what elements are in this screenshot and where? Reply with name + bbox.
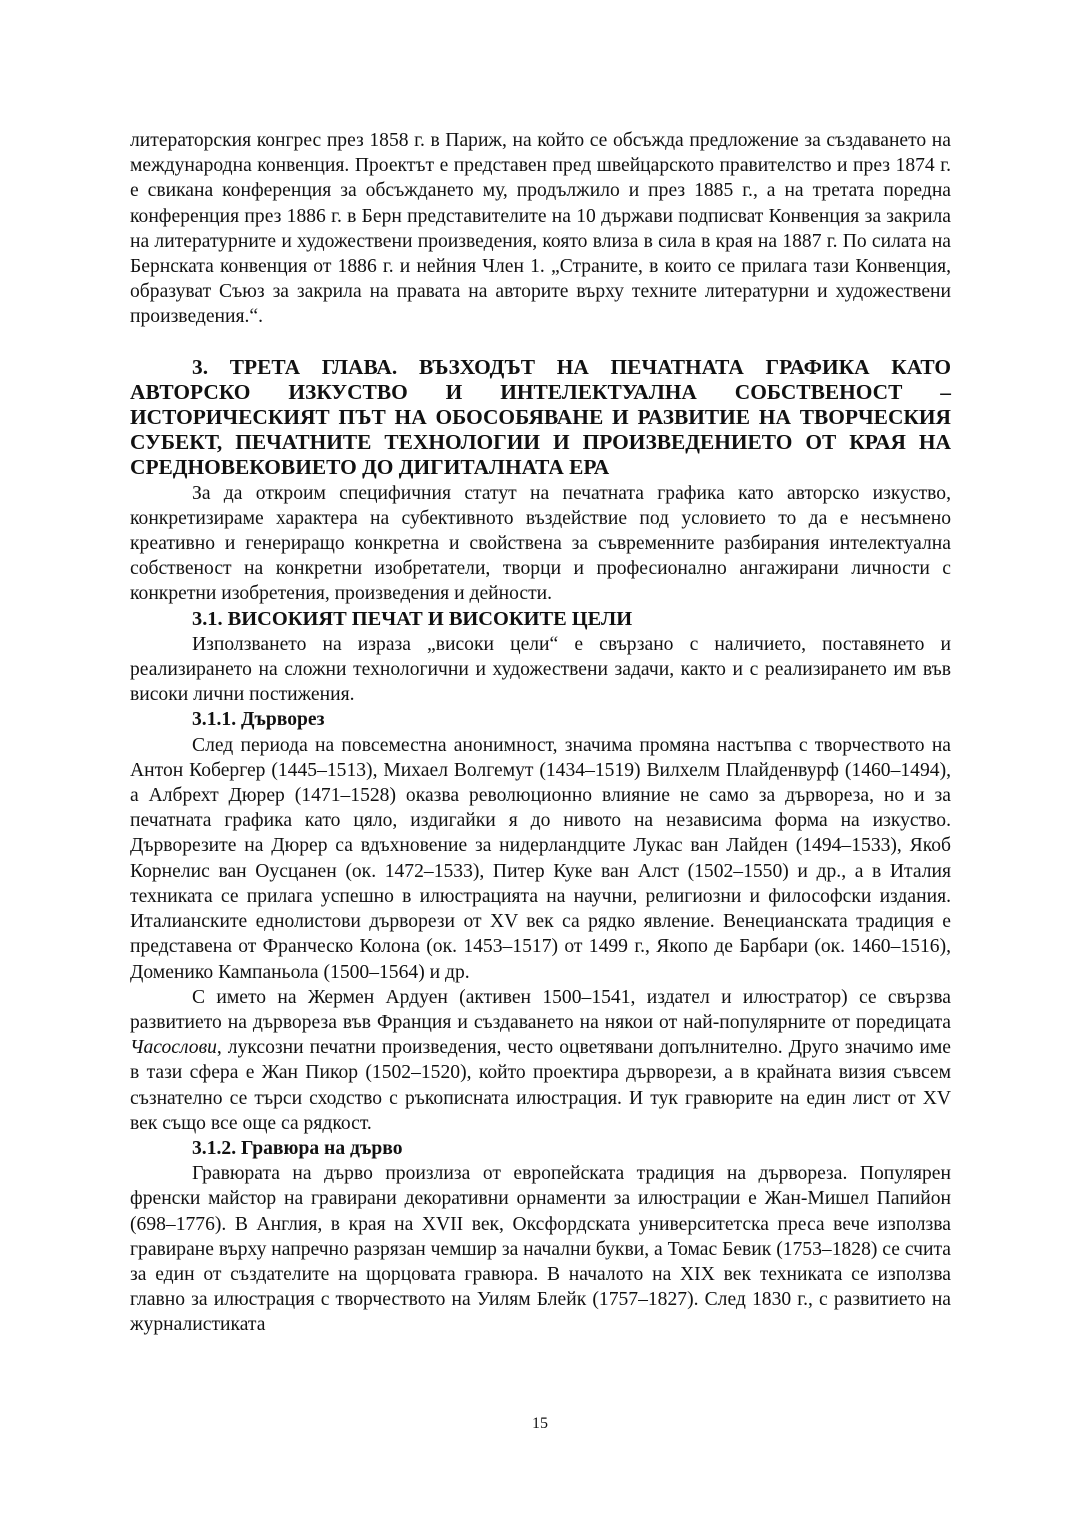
chapter-heading: 3. ТРЕТА ГЛАВА. ВЪЗХОДЪТ НА ПЕЧАТНАТА ГРАФИКА КАТО АВТОРСКО ИЗКУСТВО И ИНТЕЛЕКТУАЛНА СОБСТВЕНОСТ – ИСТОРИЧЕСКИЯТ ПЪТ НА ОБОСОБЯВАНЕ И РАЗВИТИЕ НА ТВОРЧЕСКИЯ СУБЕКТ, ПЕЧАТНИТЕ ТЕХНОЛОГИИ И ПРОИЗВЕДЕНИЕТО ОТ КРАЯ НА СРЕДНОВЕКОВИЕТО ДО ДИГИТАЛНАТА ЕРА — [130, 354, 951, 480]
paragraph-chapter-intro: За да откроим специфичния статут на печатната графика като авторско изкуство, конкретизираме характера на субективното въздействие под условието то да е несъмнено креативно и генериращо конкретна и свойствена за съвременните разбирания интелектуална собственост на конкретни изобретатели, творци и професионално ангажирани личности с конкретни изобретения, произведения и дейности. — [130, 482, 951, 605]
paragraph-intro: литераторския конгрес през 1858 г. в Париж, на който се обсъжда предложение за създаването на международна конвенция. Проектът е представен пред швейцарското правителство и през 1874 г. е свикана конференция за обсъждането му, продължило и през 1885 г., а на третата поредна конференция през 1886 г. в Берн представителите на 10 държави подписват Конвенция за закрила на литературните и художествени произведения, която влиза в сила в края на 1887 г. По силата на Бернската конвенция от 1886 г. и нейния Член 1. „Страните, в които се прилага тази Конвенция, образуват Съюз за закрила на правата на авторите върху техните литературни и художествени произведения.“. — [130, 130, 951, 328]
paragraph-3-1-1-b — [130, 985, 951, 1136]
subsection-heading-3-1-1: 3.1.1. Дърворез — [192, 709, 325, 731]
subsection-heading-3-1-2: 3.1.2. Гравюра на дърво — [192, 1137, 403, 1159]
page-number: 15 — [532, 1415, 548, 1432]
paragraph-3-1: Използването на израза „високи цели“ е свързано с наличието, поставянето и реализирането на сложни технологични и художествени задачи, както и с реализирането им във високи лични постижения. — [130, 633, 951, 706]
paragraph-3-1-1-b-end: , луксозни печатни произведения, често оцветявани допълнително. Друго значимо име в тази сфера е Жан Пикор (1502–1520), който проектира дърворези, а в крайната визия съвсем съзнателно се търси сходство с ръкописната илюстрация. И тук гравюрите на един лист от XV век също все още са рядкост. — [130, 1037, 951, 1134]
paragraph-3-1-1-a: След периода на повсеместна анонимност, значима промяна настъпва с творчеството на Антон Кобергер (1445–1513), Михаел Волгемут (1434–1519) Вилхелм Плайденвурф (1460–1494), а Албрехт Дюрер (1471–1528) оказва революционно влияние не само за дърворезa, но и за печатната графика като цяло, издигайки я до нивото на независима форма на изкуство. Дърворезите на Дюрер са вдъхновение за нидерландците Лукас ван Лайден (1494–1533), Якоб Корнелис ван Оусцанен (ок. 1472–1533), Питер Куке ван Алст (1502–1550) и др., а в Италия техниката се прилага успешно в илюстрацията на научни, религиозни и философски издания. Италианските еднолистови дърворези от XV век са рядко явление. Венецианската традиция е представена от Франческо Колона (ок. 1453–1517) от 1499 г., Якопо де Барбари (ок. 1460–1516), Доменико Кампаньола (1500–1564) и др. — [130, 734, 951, 983]
italic-term-chasoslovi: Часослови — [130, 1037, 217, 1059]
section-heading-3-1: 3.1. ВИСОКИЯТ ПЕЧАТ И ВИСОКИТЕ ЦЕЛИ — [192, 607, 633, 630]
paragraph-3-1-2: Гравюрата на дърво произлиза от европейската традиция на дърворезa. Популярен френски майстор на гравирани декоративни орнаменти за илюстрации е Жан-Мишел Папийон (698–1776). В Англия, в края на XVII век, Оксфордската университетска преса вече използва гравиране върху напречно разрязан чемшир за начални букви, а Томас Бевик (1753–1828) се счита за един от създателите на щорцовата гравюра. В началото на XIX век техниката се използва главно за илюстрация с творчеството на Уилям Блейк (1757–1827). След 1830 г., с развитието на журналистиката — [130, 1163, 951, 1336]
paragraph-3-1-1-b-start: С името на Жермен Ардуен (активен 1500–1541, издател и илюстратор) се свързва развитието на дърворезa във Франция и създаването на някои от най-популярните от поредицата — [130, 986, 951, 1033]
page-body — [130, 128, 951, 1338]
